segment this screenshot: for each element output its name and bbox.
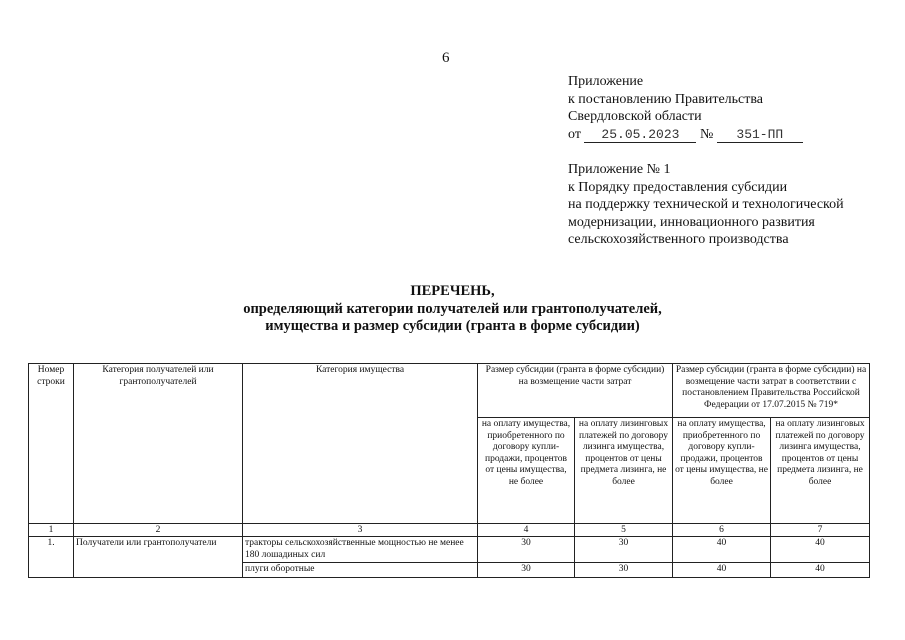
title-line: имущества и размер субсидии (гранта в форме субсидии) <box>265 318 640 334</box>
header-property-category: Категория имущества <box>243 364 478 524</box>
table-row <box>29 537 870 563</box>
appendix-line: к постановлению Правительства <box>568 91 764 107</box>
column-number: 1 <box>29 524 74 537</box>
from-label: от <box>568 126 581 142</box>
header-leasing-percent: на оплату лизинговых платежей по договору лизинга имущества, процентов от цены предмета лизинга, не более <box>575 418 673 524</box>
resolution-number: 351-ПП <box>717 127 803 143</box>
purchase-percent: 30 <box>478 563 575 578</box>
appendix-line: Приложение <box>568 74 644 89</box>
number-label: № <box>699 126 714 142</box>
title-line: ПЕРЕЧЕНЬ, <box>410 283 495 299</box>
header-recipient-category: Категория получателей или грантополучателей <box>74 364 243 524</box>
subsidy-table <box>28 363 870 578</box>
header-group-subsidy-719: Размер субсидии (гранта в форме субсидии) на возмещение части затрат в соответствии с постановлением Правительства Российской Федерации от 17.07.2015 № 719* <box>673 364 870 418</box>
appendix-line: Свердловской области <box>568 109 702 124</box>
leasing-percent: 30 <box>575 537 673 563</box>
column-number-row <box>29 524 870 537</box>
header-purchase-percent: на оплату имущества, приобретенного по договору купли-продажи, процентов от цены имущества, не более <box>673 418 771 524</box>
leasing-percent-719: 40 <box>771 563 870 578</box>
column-number: 7 <box>771 524 870 537</box>
leasing-percent: 30 <box>575 563 673 578</box>
appendix-date-line <box>568 126 844 144</box>
annex-line: на поддержку технической и технологической <box>568 197 844 212</box>
leasing-percent-719: 40 <box>771 537 870 563</box>
recipient-category: Получатели или грантополучатели <box>74 537 243 578</box>
column-number: 3 <box>243 524 478 537</box>
column-number: 5 <box>575 524 673 537</box>
document-title <box>0 283 905 336</box>
header-purchase-percent: на оплату имущества, приобретенного по договору купли-продажи, процентов от цены имущества, не более <box>478 418 575 524</box>
resolution-date: 25.05.2023 <box>584 127 696 143</box>
header-row-number: Номер строки <box>29 364 74 524</box>
annex-line: модернизации, инновационного развития <box>568 214 815 230</box>
purchase-percent-719: 40 <box>673 537 771 563</box>
column-number: 4 <box>478 524 575 537</box>
property-category: тракторы сельскохозяйственные мощностью не менее 180 лошадиных сил <box>243 537 478 563</box>
page-number: 6 <box>442 50 450 66</box>
annex-line: к Порядку предоставления субсидии <box>568 179 788 195</box>
column-number: 2 <box>74 524 243 537</box>
row-number: 1. <box>29 537 74 578</box>
purchase-percent-719: 40 <box>673 563 771 578</box>
annex-title: Приложение № 1 <box>568 162 671 177</box>
appendix-block <box>568 73 844 249</box>
annex-line: сельскохозяйственного производства <box>568 232 789 247</box>
column-number: 6 <box>673 524 771 537</box>
purchase-percent: 30 <box>478 537 575 563</box>
property-category: плуги оборотные <box>243 563 478 578</box>
header-group-subsidy: Размер субсидии (гранта в форме субсидии) на возмещение части затрат <box>478 364 673 418</box>
header-leasing-percent: на оплату лизинговых платежей по договору лизинга имущества, процентов от цены предмета лизинга, не более <box>771 418 870 524</box>
title-line: определяющий категории получателей или грантополучателей, <box>243 300 662 317</box>
